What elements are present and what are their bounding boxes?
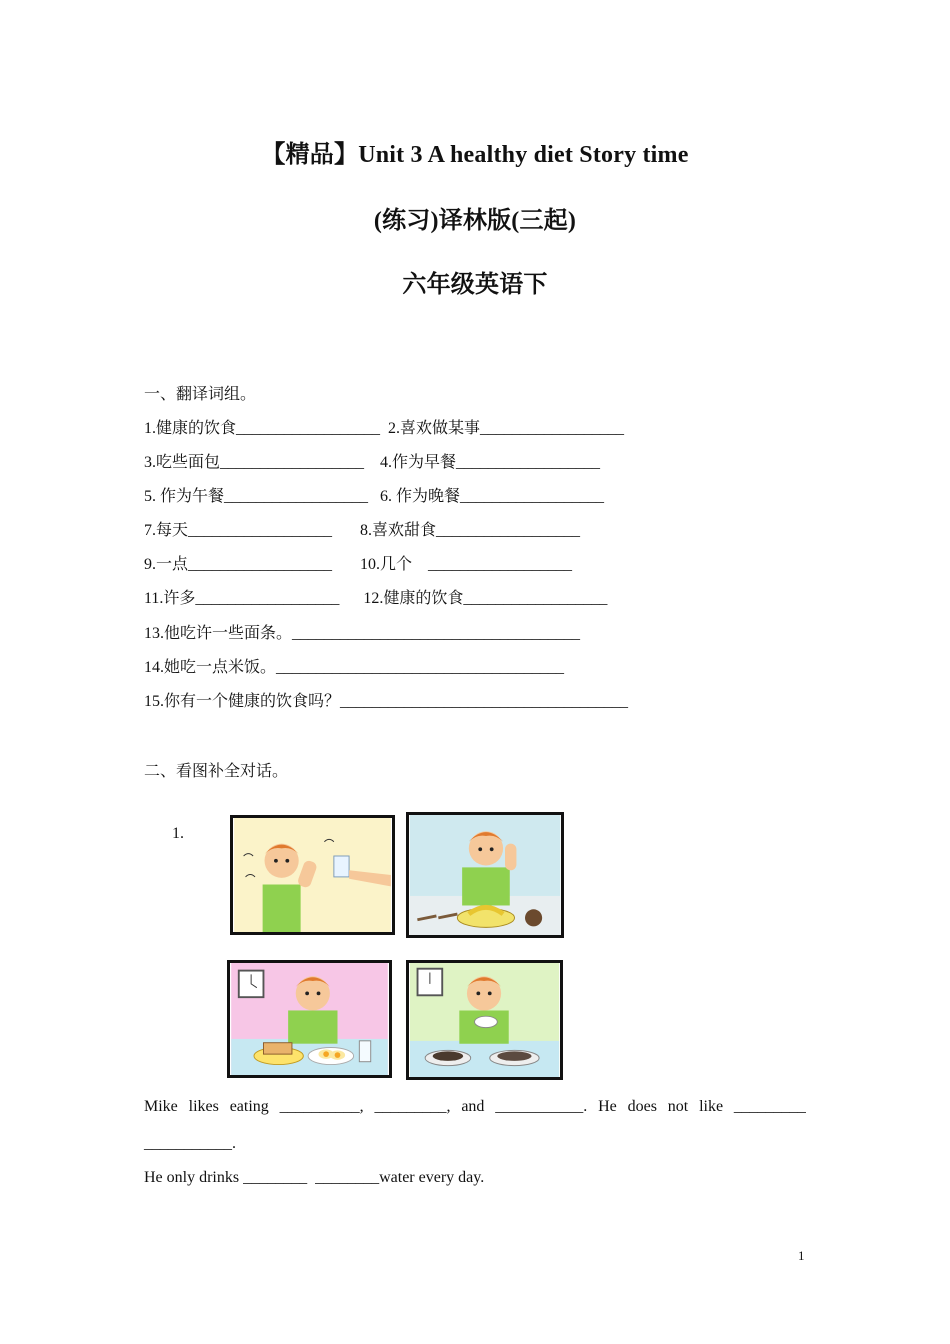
sentence-word: He [598,1098,617,1115]
exercise-row: 14.她吃一点米饭。____________________________________ [144,659,565,676]
sentence-word: like [699,1098,724,1115]
sentence-word: does [627,1098,657,1115]
fill-blank-sentence-1 [144,1098,806,1116]
boy-eating-rice-image [409,963,560,1077]
sentence-word: eating [229,1098,269,1115]
exercise-row: 3.吃些面包__________________ 4.作为早餐__________________ [144,454,601,471]
item-number: 1. [172,825,184,842]
exercise-row: 9.一点__________________ 10.几个 __________________ [144,556,573,573]
boy-eating-bread-image [230,963,389,1075]
boy-refusing-drink-image [233,818,392,932]
exercise-row: 15.你有一个健康的饮食吗？____________________________________ [144,693,629,710]
section2-heading: 二、看图补全对话。 [144,763,289,780]
page-number: 1 [798,1248,805,1263]
boy-with-fruit-image [409,815,561,935]
illustration-refusing-drink [230,815,395,935]
sentence-blank: __________, [279,1098,364,1115]
document-title-line3: 六年级英语下 [402,272,548,298]
sentence-blank: _________ [733,1098,806,1115]
sentence-word: and [461,1098,485,1115]
illustration-fruit-breakfast [406,812,564,938]
fill-blank-sentence-1-continued: ___________. [144,1135,236,1152]
sentence-blank: _________, [374,1098,451,1115]
sentence-word: Mike [144,1098,178,1115]
sentence-word: not [667,1098,689,1115]
illustration-rice-dinner [406,960,563,1080]
exercise-row: 11.许多__________________ 12.健康的饮食__________________ [144,590,608,607]
document-title-line1: 【精品】Unit 3 A healthy diet Story time [261,142,689,168]
sentence-word: likes [188,1098,219,1115]
exercise-row: 5. 作为午餐__________________ 6. 作为晚餐__________________ [144,488,605,505]
fill-blank-sentence-2: He only drinks ________ ________water every day. [144,1169,485,1186]
exercise-row: 1.健康的饮食__________________ 2.喜欢做某事__________________ [144,420,625,437]
sentence-blank: ___________. [495,1098,588,1115]
document-title-line2: (练习)译林版(三起) [373,208,577,234]
illustration-bread-and-eggs [227,960,392,1078]
exercise-row: 7.每天__________________ 8.喜欢甜食__________________ [144,522,581,539]
section1-heading: 一、翻译词组。 [144,386,257,403]
exercise-row: 13.他吃许一些面条。____________________________________ [144,625,581,642]
